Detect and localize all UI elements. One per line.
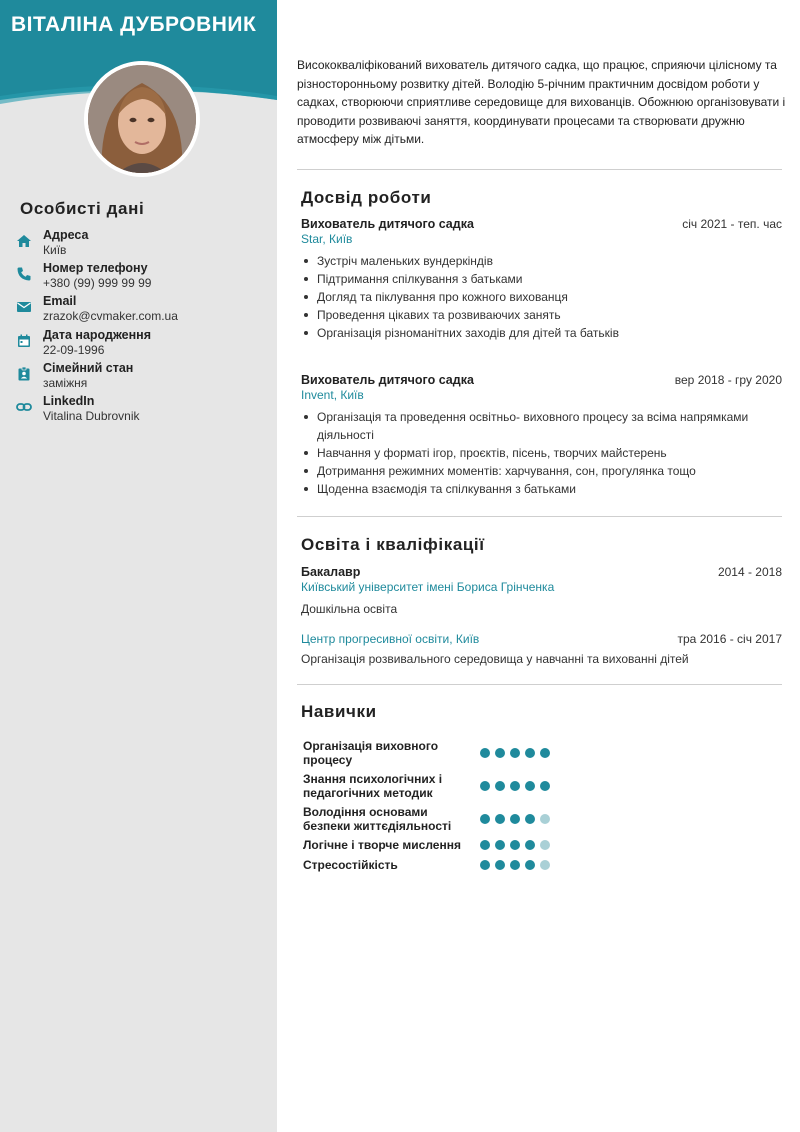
job-bullet: Навчання у форматі ігор, проєктів, пісень, творчих майстерень <box>301 444 782 462</box>
skill-rating <box>480 814 550 824</box>
rating-dot-filled <box>525 840 535 850</box>
linkedin-link[interactable]: Vitalina Dubrovnik <box>43 408 140 423</box>
personal-label: LinkedIn <box>43 393 95 408</box>
rating-dot-filled <box>510 860 520 870</box>
job-bullet: Догляд та піклування про кожного вихованця <box>301 288 782 306</box>
rating-dot-filled <box>480 860 490 870</box>
job-bullet: Проведення цікавих та розвиваючих занять <box>301 306 782 324</box>
profile-summary: Висококваліфікований вихователь дитячого садка, що працює, сприяючи цілісному та різносторонньому розвитку дітей. Володію 5-річним практичним досвідом роботи у садках, створюючи сприятливе середовище для вихованців. Обожнюю організовувати і проводити розвиваючі заняття, координувати процесами та створювати дружню атмосферу між дітьми. <box>297 58 786 147</box>
job-title: Вихователь дитячого садка <box>301 373 474 387</box>
skill-name: Володіння основами безпеки життєдіяльності <box>303 804 452 833</box>
rating-dot-filled <box>525 860 535 870</box>
job-bullet: Підтримання спілкування з батьками <box>301 270 782 288</box>
skills-section-title: Навички <box>301 702 377 721</box>
personal-list <box>16 228 266 427</box>
rating-dot-empty <box>540 814 550 824</box>
education-section-title: Освіта і кваліфікації <box>301 535 485 554</box>
calendar-icon <box>16 333 32 349</box>
rating-dot-filled <box>525 748 535 758</box>
job-dates: вер 2018 - гру 2020 <box>674 373 782 387</box>
personal-item-address <box>16 228 266 261</box>
personal-value: 22-09-1996 <box>43 342 105 357</box>
skill-row <box>303 769 563 802</box>
job-bullet: Організація та проведення освітньо- виховного процесу за всіма напрямками діяльності <box>301 408 782 444</box>
skill-rating <box>480 781 550 791</box>
skill-rating <box>480 748 550 758</box>
personal-item-linkedin[interactable] <box>16 394 266 427</box>
skill-row <box>303 802 563 835</box>
rating-dot-filled <box>525 814 535 824</box>
profile-photo <box>84 61 200 177</box>
candidate-name: ВІТАЛІНА ДУБРОВНИК <box>11 13 257 36</box>
rating-dot-filled <box>510 814 520 824</box>
skill-name: Організація виховного процесу <box>303 738 439 767</box>
divider <box>297 684 782 685</box>
job-entry <box>301 217 782 342</box>
job-bullet: Зустріч маленьких вундеркіндів <box>301 252 782 270</box>
badge-icon <box>16 366 32 382</box>
education-dates: тра 2016 - січ 2017 <box>677 632 782 646</box>
rating-dot-filled <box>510 748 520 758</box>
rating-dot-filled <box>510 840 520 850</box>
rating-dot-filled <box>525 781 535 791</box>
job-bullet: Дотримання режимних моментів: харчування, сон, прогулянка тощо <box>301 462 782 480</box>
personal-item-marital-status <box>16 361 266 394</box>
skill-name: Стресостійкість <box>303 858 398 872</box>
rating-dot-filled <box>510 781 520 791</box>
rating-dot-filled <box>495 840 505 850</box>
education-institution: Центр прогресивної освіти, Київ <box>301 632 480 646</box>
rating-dot-filled <box>540 781 550 791</box>
skill-row <box>303 736 563 769</box>
personal-section-title: Особисті дані <box>20 199 145 218</box>
skill-row <box>303 855 563 875</box>
job-company: Star, Київ <box>301 232 353 246</box>
education-entry <box>301 628 782 666</box>
job-title: Вихователь дитячого садка <box>301 217 474 231</box>
personal-label: Email <box>43 294 77 309</box>
skill-row <box>303 835 563 855</box>
personal-value: заміжня <box>43 375 88 390</box>
link-icon <box>16 399 32 415</box>
divider <box>297 516 782 517</box>
personal-label: Номер телефону <box>43 261 148 276</box>
divider <box>297 169 782 170</box>
job-bullet: Щоденна взаємодія та спілкування з батьками <box>301 480 782 498</box>
personal-label: Дата народження <box>43 327 151 342</box>
rating-dot-filled <box>480 781 490 791</box>
education-description: Організація розвивального середовища у навчанні та вихованні дітей <box>301 652 689 666</box>
experience-section-title: Досвід роботи <box>301 188 432 207</box>
job-company: Invent, Київ <box>301 388 364 402</box>
skill-rating <box>480 860 550 870</box>
rating-dot-filled <box>495 748 505 758</box>
personal-label: Адреса <box>43 228 89 242</box>
rating-dot-filled <box>540 748 550 758</box>
rating-dot-filled <box>495 860 505 870</box>
personal-item-email <box>16 294 266 327</box>
rating-dot-filled <box>495 814 505 824</box>
personal-item-birthdate <box>16 328 266 361</box>
job-bullets <box>301 408 782 498</box>
education-description: Дошкільна освіта <box>301 602 398 616</box>
phone-icon <box>16 266 32 282</box>
education-entry <box>301 565 782 616</box>
job-bullet: Організація різноманітних заходів для дітей та батьків <box>301 324 782 342</box>
rating-dot-filled <box>495 781 505 791</box>
education-degree: Бакалавр <box>301 565 361 579</box>
personal-value: zrazok@cvmaker.com.ua <box>43 309 178 324</box>
job-entry <box>301 373 782 498</box>
skill-name: Логічне і творче мислення <box>303 838 461 852</box>
personal-value: Київ <box>43 243 67 257</box>
skill-rating <box>480 840 550 850</box>
personal-label: Сімейний стан <box>43 360 134 375</box>
personal-item-phone <box>16 261 266 294</box>
rating-dot-filled <box>480 814 490 824</box>
rating-dot-filled <box>480 840 490 850</box>
job-dates: січ 2021 - теп. час <box>682 217 782 231</box>
rating-dot-filled <box>480 748 490 758</box>
email-icon <box>16 299 32 315</box>
skill-name: Знання психологічних і педагогічних методик <box>303 771 443 800</box>
skills-list <box>303 736 563 875</box>
rating-dot-empty <box>540 840 550 850</box>
job-bullets <box>301 252 782 342</box>
education-institution: Київський університет імені Бориса Грінченка <box>301 580 555 594</box>
home-icon <box>16 233 32 249</box>
education-dates: 2014 - 2018 <box>717 565 782 579</box>
personal-value: +380 (99) 999 99 99 <box>43 276 152 291</box>
sidebar <box>0 0 277 1132</box>
rating-dot-empty <box>540 860 550 870</box>
